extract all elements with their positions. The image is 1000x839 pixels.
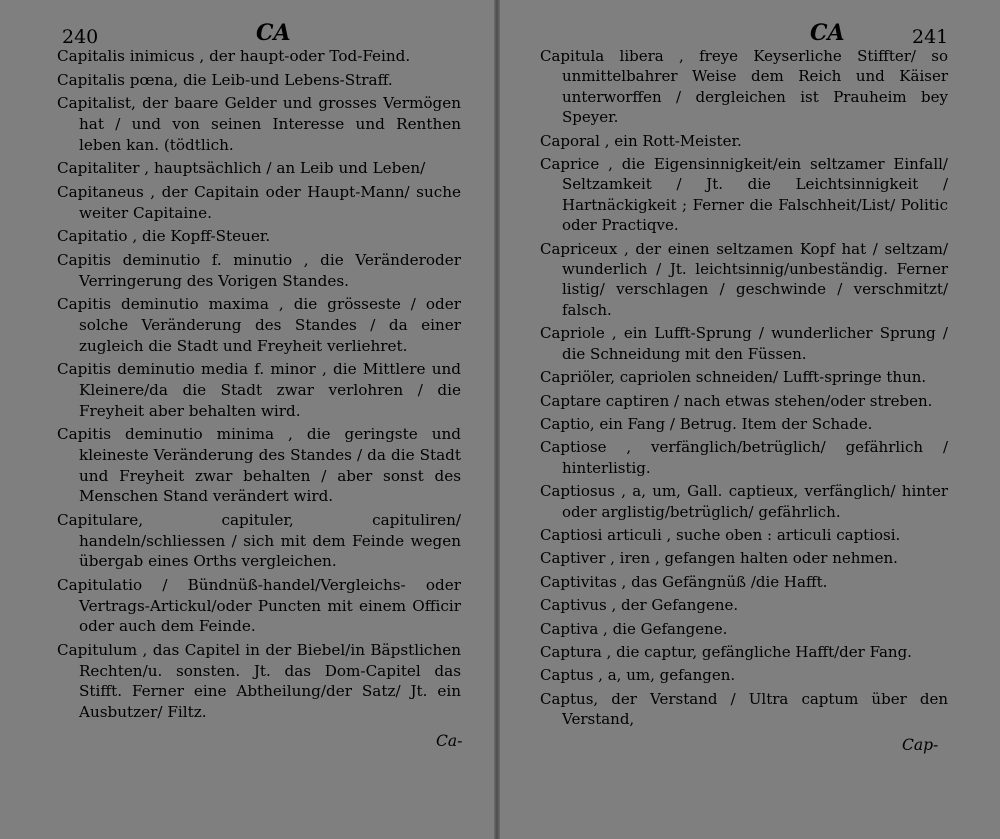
- dictionary-entry: Capitis deminutio media f. minor , die Mittlere und Kleinere/da die Stadt zwar verlohren / die Freyheit aber behalten wird.: [57, 360, 461, 420]
- dictionary-entry: Capitula libera , freye Keyserliche Stiffter/ so unmittelbahrer Weise dem Reich und Käiser unterworffen / dergleichen ist Prauheim bey Speyer.: [540, 47, 948, 127]
- dictionary-entry: Captus, der Verstand / Ultra captum über den Verstand,: [540, 689, 948, 729]
- left-page-number: 240: [62, 26, 99, 48]
- dictionary-entry: Capriöler, capriolen schneiden/ Lufft-springe thun.: [540, 368, 927, 387]
- dictionary-entry: Captiver , iren , gefangen halten oder nehmen.: [540, 549, 898, 568]
- right-running-head: CA: [810, 20, 845, 46]
- dictionary-entry: Capitulum , das Capitel in der Biebel/in Bäpstlichen Rechten/u. sonsten. Jt. das Dom-Capitel das Stifft. Ferner eine Abtheilung/der Satz/ Jt. ein Ausbutzer/ Filtz.: [57, 641, 461, 722]
- dictionary-entry: Capriceux , der einen seltzamen Kopf hat / seltzam/ wunderlich / Jt. leichtsinnig/unbeständig. Ferner listig/ verschlagen / geschwinde / verschmitzt/ falsch.: [540, 239, 948, 319]
- dictionary-entry: Capitis deminutio minima , die geringste und kleineste Veränderung des Standes / da die Stadt und Freyheit zwar behalten / aber sonst des Menschen Stand verändert wird.: [57, 425, 461, 506]
- left-page: [0, 0, 492, 839]
- dictionary-entry: Capitulatio / Bündnüß-handel/Vergleichs- oder Vertrags-Artickul/oder Puncten mit einem Officir oder auch dem Feinde.: [57, 576, 461, 636]
- left-running-head: CA: [256, 20, 291, 46]
- dictionary-entry: Captiosi articuli , suche oben : articuli captiosi.: [540, 525, 901, 544]
- dictionary-entry: Capitaliter , hauptsächlich / an Leib und Leben/: [57, 159, 426, 178]
- book-gutter: [494, 0, 500, 839]
- dictionary-entry: Caprice , die Eigensinnigkeit/ein seltzamer Einfall/ Seltzamkeit / Jt. die Leichtsinnigkeit / Hartnäckigkeit ; Ferner die Falschheit/List/ Politic oder Practiqve.: [540, 155, 948, 235]
- right-catchword: Cap-: [902, 736, 939, 754]
- dictionary-entry: Captiosus , a, um, Gall. captieux, verfänglich/ hinter oder arglistig/betrüglich/ gefährlich.: [540, 482, 948, 521]
- left-catchword: Ca-: [436, 732, 463, 750]
- right-page-number: 241: [912, 26, 949, 48]
- dictionary-entry: Capitis deminutio maxima , die grösseste / oder solche Veränderung des Standes / da einer zugleich die Stadt und Freyheit verliehret.: [57, 295, 461, 355]
- right-entries: [540, 46, 948, 733]
- dictionary-entry: Captivus , der Gefangene.: [540, 596, 739, 615]
- dictionary-entry: Captivitas , das Gefängnüß /die Hafft.: [540, 572, 828, 591]
- dictionary-entry: Caporal , ein Rott-Meister.: [540, 131, 742, 150]
- dictionary-entry: Captura , die captur, gefängliche Hafft/der Fang.: [540, 642, 912, 661]
- left-entries: [57, 46, 461, 726]
- dictionary-entry: Captiose , verfänglich/betrüglich/ gefährlich / hinterlistig.: [540, 438, 948, 477]
- dictionary-entry: Capitis deminutio f. minutio , die Veränderoder Verringerung des Vorigen Standes.: [57, 251, 461, 290]
- dictionary-entry: Captiva , die Gefangene.: [540, 619, 728, 638]
- dictionary-entry: Captare captiren / nach etwas stehen/oder streben.: [540, 391, 933, 410]
- dictionary-entry: Capitulare, capituler, capituliren/ handeln/schliessen / sich mit dem Feinde wegen übergab eines Orths vergleichen.: [57, 511, 461, 571]
- dictionary-entry: Capitalis pœna, die Leib-und Lebens-Straff.: [57, 70, 393, 89]
- dictionary-entry: Capitalis inimicus , der haupt-oder Tod-Feind.: [57, 47, 411, 65]
- dictionary-entry: Capitalist, der baare Gelder und grosses Vermögen hat / und von seinen Interesse und Renthen leben kan. (tödtlich.: [57, 94, 461, 154]
- dictionary-entry: Capitatio , die Kopff-Steuer.: [57, 227, 271, 246]
- dictionary-entry: Capitaneus , der Capitain oder Haupt-Mann/ suche weiter Capitaine.: [57, 183, 461, 222]
- right-page: [508, 0, 1000, 839]
- dictionary-entry: Capriole , ein Lufft-Sprung / wunderlicher Sprung / die Schneidung mit den Füssen.: [540, 324, 948, 363]
- dictionary-entry: Captio, ein Fang / Betrug. Item der Schade.: [540, 414, 873, 433]
- dictionary-entry: Captus , a, um, gefangen.: [540, 666, 736, 685]
